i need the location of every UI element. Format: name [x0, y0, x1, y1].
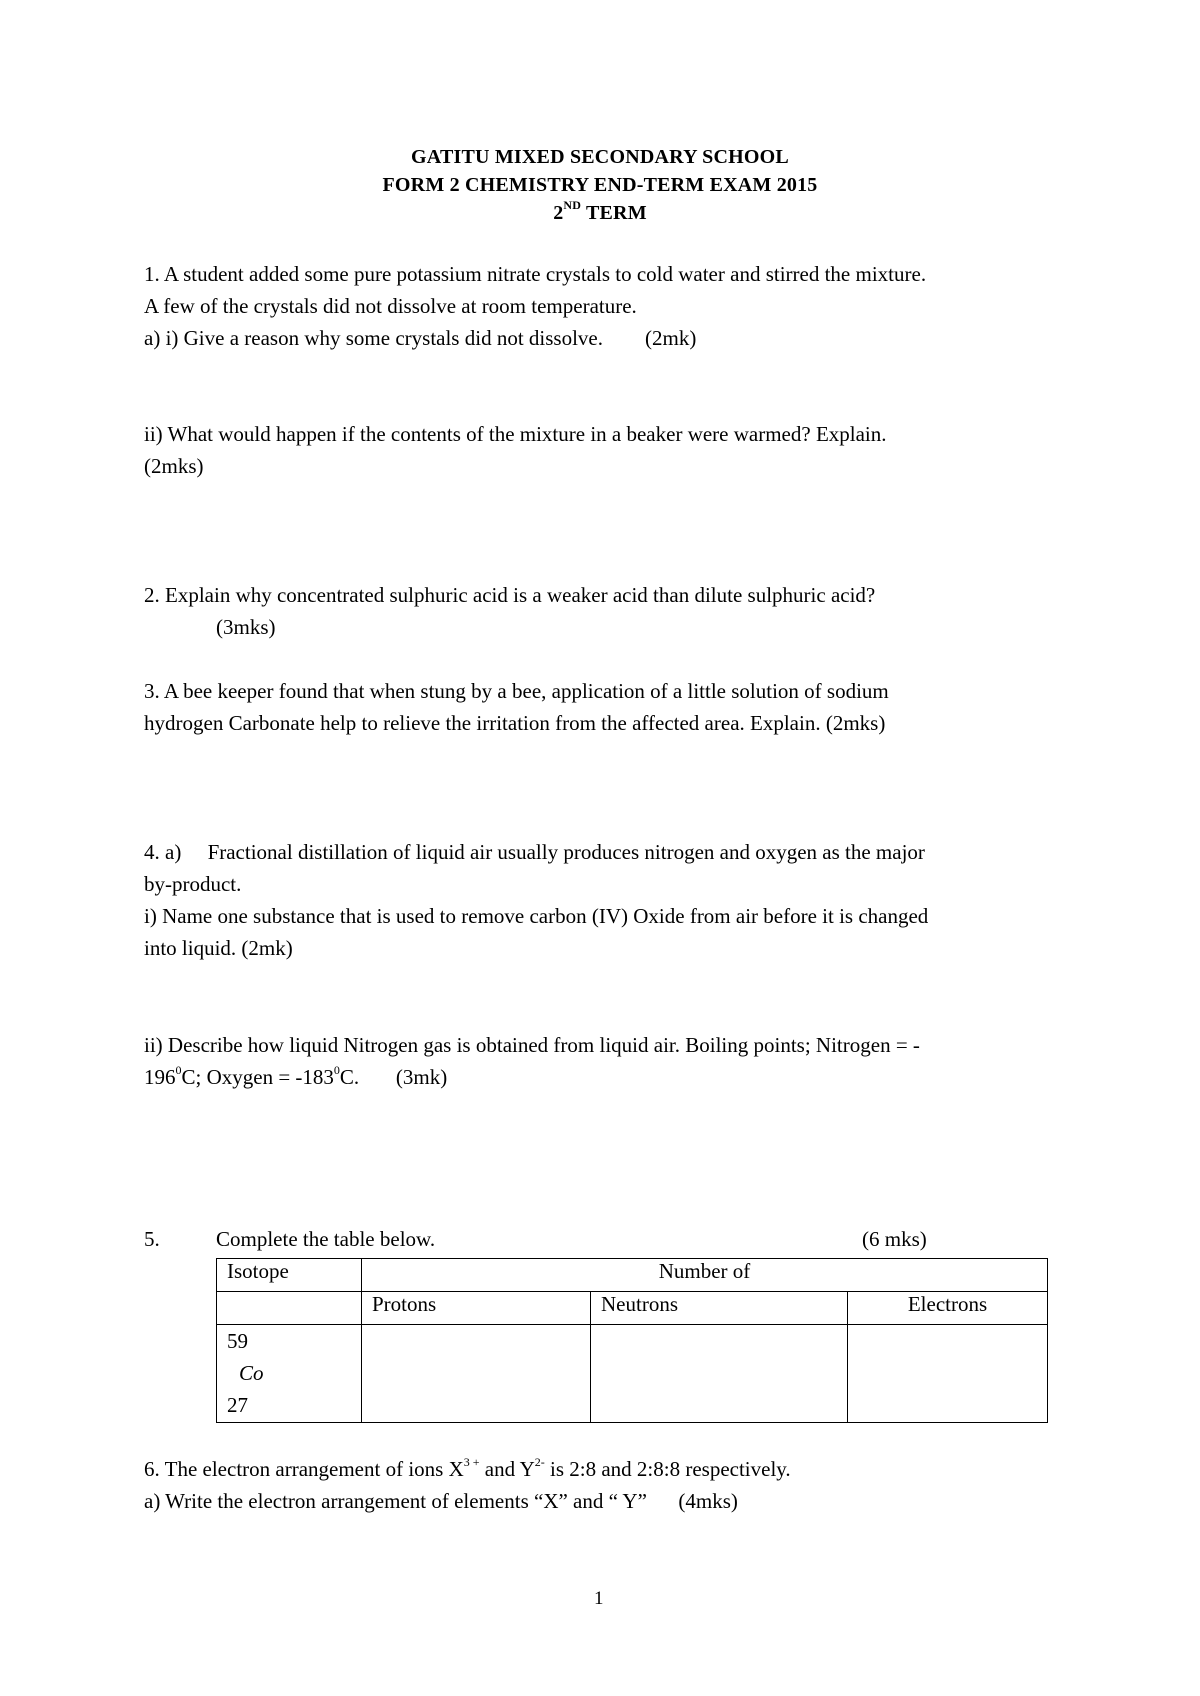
q5-marks: (6 mks): [862, 1227, 927, 1251]
q4-line-6: [144, 1065, 447, 1090]
q1-line-1: 1. A student added some pure potassium nitrate crystals to cold water and stirred the mixture.: [144, 262, 927, 286]
degree-sup: 0: [333, 1063, 340, 1077]
q1-line-5: (2mks): [144, 454, 204, 478]
q3-line-1: 3. A bee keeper found that when stung by a bee, application of a little solution of sodium: [144, 679, 889, 703]
neutrons-answer-cell[interactable]: [591, 1325, 848, 1423]
q2-marks: (3mks): [216, 615, 276, 639]
ion-x-charge: 3 +: [463, 1455, 480, 1469]
term-word: TERM: [581, 202, 647, 224]
isotope-header: Isotope: [217, 1259, 362, 1292]
q4-line-1: 4. a) Fractional distillation of liquid air usually produces nitrogen and oxygen as the major: [144, 840, 925, 864]
q2-line-1: 2. Explain why concentrated sulphuric acid is a weaker acid than dilute sulphuric acid?: [144, 583, 876, 607]
exam-title: FORM 2 CHEMISTRY END-TERM EXAM 2015: [382, 174, 818, 196]
q4-line-2: by-product.: [144, 872, 242, 896]
q6-line-1: [144, 1457, 791, 1482]
term-number: 2: [553, 202, 564, 224]
protons-header: Protons: [362, 1292, 591, 1325]
q6-text-a: 6. The electron arrangement of ions X: [144, 1457, 464, 1481]
isotope-cell: [217, 1325, 362, 1423]
oxygen-bp: C; Oxygen = -183: [181, 1065, 334, 1089]
ion-y-charge: 2-: [534, 1455, 545, 1469]
protons-answer-cell[interactable]: [362, 1325, 591, 1423]
blank-cell: [217, 1292, 362, 1325]
q1-line-2: A few of the crystals did not dissolve at room temperature.: [144, 294, 637, 318]
q5-number: 5.: [144, 1227, 160, 1251]
degree-sup: 0: [175, 1063, 182, 1077]
q6-text-b: and Y: [479, 1457, 535, 1481]
table-row: [217, 1259, 1048, 1292]
term-suffix: ND: [563, 198, 582, 213]
q4-marks: C. (3mk): [339, 1065, 448, 1089]
q4-line-3: i) Name one substance that is used to remove carbon (IV) Oxide from air before it is changed: [144, 904, 929, 928]
q4-line-4: into liquid. (2mk): [144, 936, 293, 960]
table-row: [217, 1292, 1048, 1325]
q6-text-c: is 2:8 and 2:8:8 respectively.: [544, 1457, 791, 1481]
school-name: GATITU MIXED SECONDARY SCHOOL: [411, 146, 789, 168]
electrons-answer-cell[interactable]: [848, 1325, 1048, 1423]
q4-line-5: ii) Describe how liquid Nitrogen gas is obtained from liquid air. Boiling points; Nitrogen = -: [144, 1033, 920, 1057]
page-number: 1: [594, 1588, 604, 1609]
table-row: [217, 1325, 1048, 1423]
q5-text: Complete the table below.: [216, 1227, 436, 1251]
isotope-table: [216, 1258, 1048, 1423]
q3-line-2: hydrogen Carbonate help to relieve the irritation from the affected area. Explain. (2mks): [144, 711, 886, 735]
term-label: [0, 198, 1200, 225]
q1-line-4: ii) What would happen if the contents of the mixture in a beaker were warmed? Explain.: [144, 422, 887, 446]
atomic-number: 27: [227, 1393, 248, 1417]
mass-number: 59: [227, 1329, 248, 1353]
number-of-header: Number of: [362, 1259, 1048, 1292]
nitrogen-bp: 196: [144, 1065, 176, 1089]
electrons-header: Electrons: [848, 1292, 1048, 1325]
q1-line-3: a) i) Give a reason why some crystals did not dissolve. (2mk): [144, 326, 697, 350]
q6-line-2: a) Write the electron arrangement of elements “X” and “ Y” (4mks): [144, 1489, 738, 1513]
neutrons-header: Neutrons: [591, 1292, 848, 1325]
element-symbol: Co: [239, 1361, 264, 1385]
